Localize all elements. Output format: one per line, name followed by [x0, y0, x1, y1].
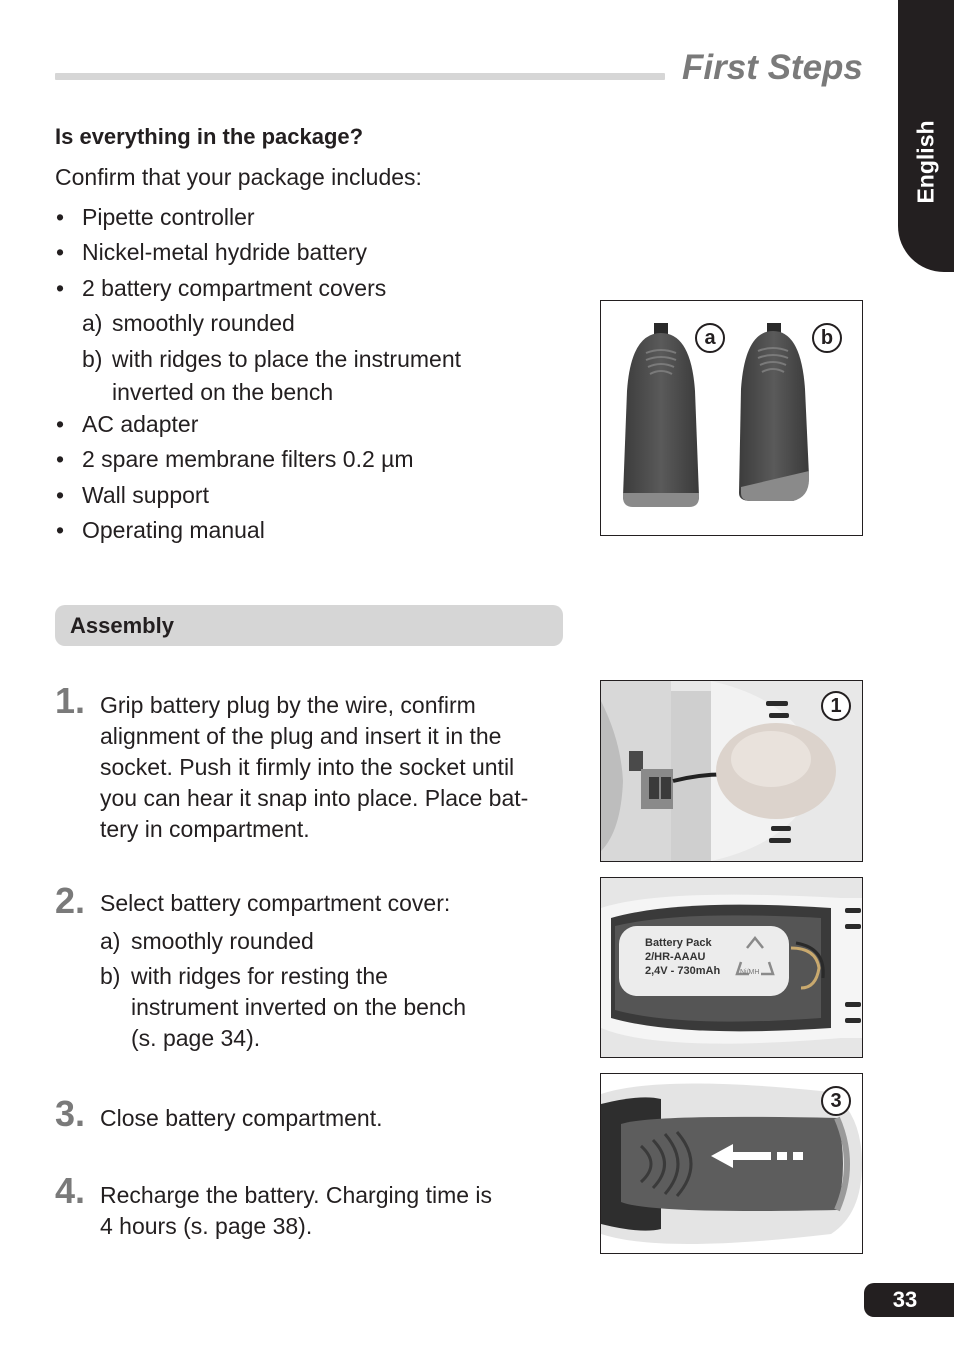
option-text: smoothly rounded	[112, 310, 295, 337]
step-number: 1.	[55, 680, 86, 721]
covers-figure	[600, 300, 863, 536]
step-text	[100, 690, 528, 845]
list-item: • 2 battery compartment covers	[55, 271, 461, 306]
step-line: you can hear it snap into place. Place bat-	[100, 785, 529, 811]
step-line: tery in compartment.	[100, 816, 310, 842]
step-options	[100, 926, 466, 1054]
figure-label-b: b	[812, 323, 842, 353]
option-text: with ridges to place the instrument	[112, 345, 462, 372]
step-line: Grip battery plug by the wire, confirm	[100, 692, 476, 718]
battery-type-label: Ni/MH	[740, 969, 760, 976]
step-2-figure	[600, 877, 863, 1058]
page-number-tab	[864, 1283, 954, 1317]
cover-option-b	[55, 342, 461, 407]
assembly-heading: Assembly	[70, 613, 174, 638]
list-item: • 2 spare membrane filters 0.2 µm	[55, 442, 461, 477]
step-line: 4 hours (s. page 38).	[100, 1213, 313, 1239]
option-text-continued: inverted on the bench	[112, 379, 334, 406]
option-mark: b)	[82, 345, 103, 372]
option-mark: a)	[100, 928, 121, 954]
list-item: • Wall support	[55, 478, 461, 513]
figure-label-1: 1	[821, 691, 851, 721]
option-text-continued: (s. page 34).	[131, 1025, 261, 1051]
step-text	[100, 1180, 492, 1242]
step-number: 4.	[55, 1170, 86, 1211]
header-rule	[55, 73, 665, 80]
step-2	[55, 880, 575, 1060]
step-4	[55, 1170, 575, 1250]
step-text	[100, 890, 466, 1054]
cover-option-a	[55, 306, 461, 341]
battery-label	[645, 936, 720, 978]
step-line: Recharge the battery. Charging time is	[100, 1182, 493, 1208]
step-option-a	[100, 926, 466, 957]
step-line: alignment of the plug and insert it in the	[100, 723, 502, 749]
step-line: socket. Push it firmly into the socket until	[100, 754, 515, 780]
step-number: 2.	[55, 880, 86, 921]
option-mark: b)	[100, 963, 121, 989]
battery-label-line: Battery Pack	[645, 937, 712, 949]
package-heading: Is everything in the package?	[55, 124, 364, 149]
step-3	[55, 1093, 575, 1143]
option-text: with ridges for resting the	[131, 963, 388, 989]
battery-label-line: 2/HR-AAAU	[645, 951, 706, 963]
battery-pack-illustration	[601, 878, 862, 1057]
step-line: Select battery compartment cover:	[100, 890, 451, 916]
step-text	[100, 1103, 383, 1134]
package-list	[55, 200, 461, 549]
step-1	[55, 680, 575, 850]
step-line: Close battery compartment.	[100, 1105, 383, 1131]
list-item: • Nickel-metal hydride battery	[55, 235, 461, 270]
step-number: 3.	[55, 1093, 86, 1134]
figure-label-a: a	[695, 323, 725, 353]
option-text-continued: instrument inverted on the bench	[131, 994, 466, 1020]
step-option-b	[100, 961, 466, 1054]
option-text: smoothly rounded	[131, 928, 314, 954]
option-mark: a)	[82, 310, 103, 337]
package-intro: Confirm that your package includes:	[55, 164, 422, 190]
assembly-heading-bar	[55, 605, 563, 646]
language-label: English	[912, 120, 939, 204]
list-item: • Pipette controller	[55, 200, 461, 235]
step-1-figure	[600, 680, 863, 862]
step-3-figure	[600, 1073, 863, 1254]
page-number: 33	[892, 1287, 918, 1312]
battery-label-line: 2,4V - 730mAh	[645, 965, 721, 977]
list-item: • AC adapter	[55, 407, 461, 442]
figure-label-3: 3	[821, 1086, 851, 1116]
language-tab	[898, 0, 954, 272]
page-title: First Steps	[682, 48, 863, 87]
list-item: • Operating manual	[55, 513, 461, 548]
